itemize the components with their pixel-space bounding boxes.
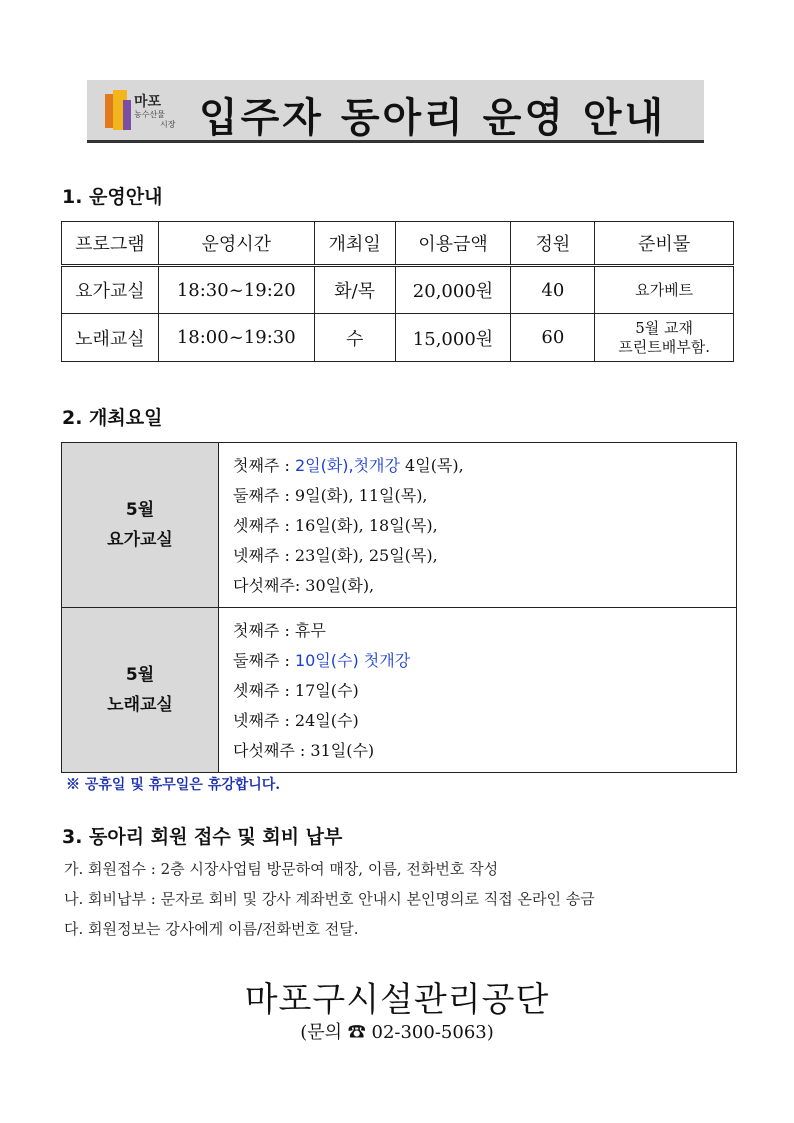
col-time: 운영시간 <box>158 222 314 266</box>
schedule-line: 첫째주 : 휴무 <box>233 621 326 640</box>
cell-time: 18:00~19:30 <box>158 314 314 362</box>
schedule-program: 노래교실 <box>107 695 173 715</box>
logo-text-mapo: 마포 <box>134 94 162 110</box>
schedule-table <box>61 442 737 773</box>
col-supplies: 준비물 <box>595 222 734 266</box>
table-row <box>62 266 734 314</box>
col-day: 개최일 <box>314 222 395 266</box>
schedule-label <box>62 608 219 773</box>
schedule-program: 요가교실 <box>107 530 173 550</box>
cell-fee: 20,000원 <box>395 266 511 314</box>
cell-program: 요가교실 <box>62 266 159 314</box>
list-item: 다. 회원정보는 강사에게 이름/전화번호 전달. <box>64 920 359 938</box>
supplies-line-1: 5월 교재 <box>635 318 694 337</box>
schedule-dates <box>219 443 737 608</box>
cell-fee: 15,000원 <box>395 314 511 362</box>
schedule-line: 첫째주 : 2일(화),첫개강 4일(목), <box>233 456 464 475</box>
table-row <box>62 314 734 362</box>
schedule-dates <box>219 608 737 773</box>
schedule-label <box>62 443 219 608</box>
supplies-line-2: 프린트배부함. <box>618 337 710 356</box>
market-logo <box>105 90 177 132</box>
cell-supplies: 요가베트 <box>595 266 734 314</box>
section3-title: 3. 동아리 회원 접수 및 회비 납부 <box>62 826 343 848</box>
schedule-line: 셋째주 : 17일(수) <box>233 681 359 700</box>
list-item: 나. 회비납부 : 문자로 회비 및 강사 계좌번호 안내시 본인명의로 직접 온라인 송금 <box>64 890 595 908</box>
schedule-line: 다섯째주: 30일(화), <box>233 576 375 595</box>
cell-capacity: 60 <box>511 314 595 362</box>
cell-day: 수 <box>314 314 395 362</box>
logo-text-market: 농수산물 <box>134 110 165 119</box>
logo-text-sijang: 시장 <box>160 120 176 129</box>
organization-name: 마포구시설관리공단 <box>244 980 550 1020</box>
schedule-line: 둘째주 : 9일(화), 11일(목), <box>233 486 428 505</box>
page-title: 입주자 동아리 운영 안내 <box>199 95 667 141</box>
cell-program: 노래교실 <box>62 314 159 362</box>
schedule-month: 5월 <box>125 665 155 685</box>
title-banner <box>87 80 704 143</box>
cell-time: 18:30~19:20 <box>158 266 314 314</box>
col-fee: 이용금액 <box>395 222 511 266</box>
schedule-row-singing <box>62 608 737 773</box>
cell-day: 화/목 <box>314 266 395 314</box>
section1-title: 1. 운영안내 <box>62 186 163 208</box>
col-capacity: 정원 <box>511 222 595 266</box>
holiday-note: ※ 공휴일 및 휴무일은 휴강합니다. <box>66 777 281 793</box>
schedule-line: 넷째주 : 23일(화), 25일(목), <box>233 546 438 565</box>
table-header-row <box>62 222 734 266</box>
section2-title: 2. 개최요일 <box>62 407 163 429</box>
schedule-line: 둘째주 : 10일(수) 첫개강 <box>233 651 411 670</box>
operation-table <box>61 221 734 362</box>
schedule-line: 셋째주 : 16일(화), 18일(목), <box>233 516 438 535</box>
schedule-month: 5월 <box>125 500 155 520</box>
cell-supplies <box>595 314 734 362</box>
list-item: 가. 회원접수 : 2층 시장사업팀 방문하여 매장, 이름, 전화번호 작성 <box>64 860 499 878</box>
contact-info: (문의 ☎ 02-300-5063) <box>300 1022 494 1043</box>
schedule-line: 다섯째주 : 31일(수) <box>233 741 375 760</box>
schedule-line: 넷째주 : 24일(수) <box>233 711 359 730</box>
cell-capacity: 40 <box>511 266 595 314</box>
col-program: 프로그램 <box>62 222 159 266</box>
schedule-row-yoga <box>62 443 737 608</box>
